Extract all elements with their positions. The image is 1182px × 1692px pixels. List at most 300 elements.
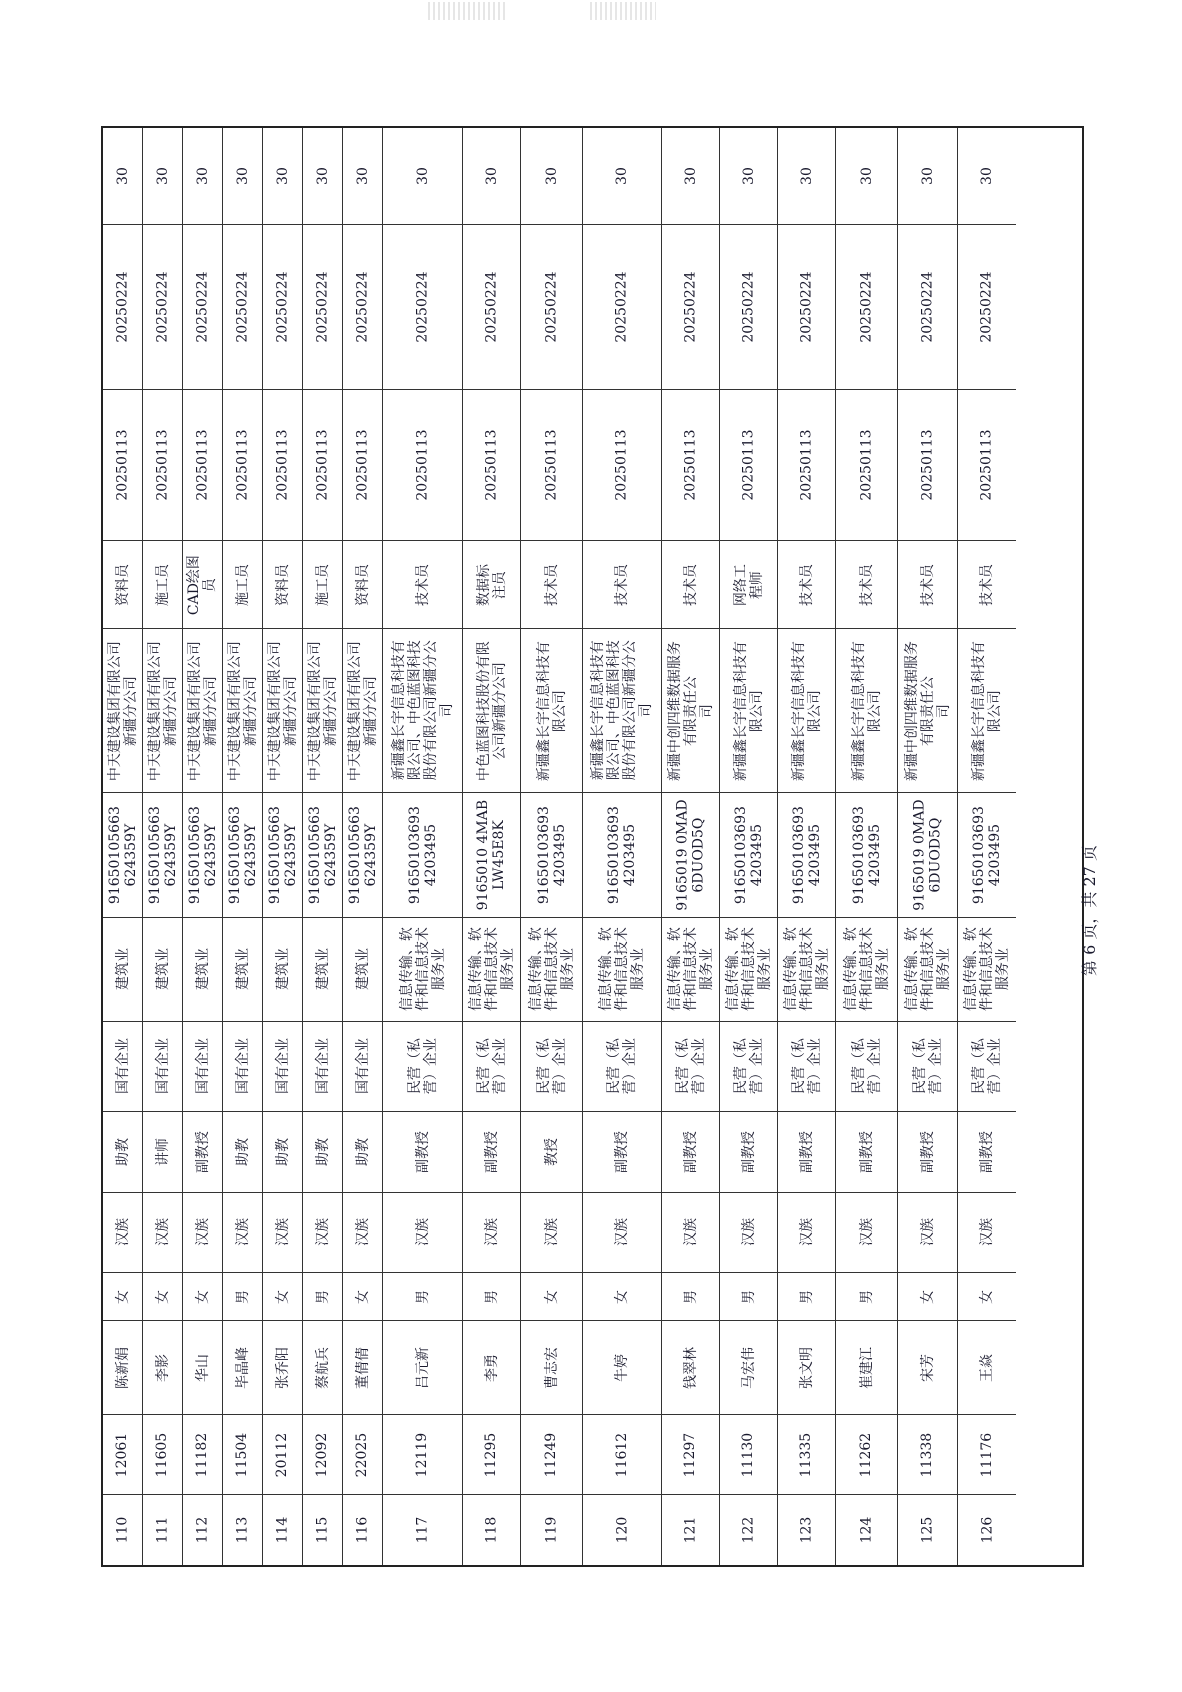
credit-code-text: 91650105663 624359Y: [186, 805, 219, 904]
industry-text: 信息传输、软 件和信息技术 服务业: [842, 927, 891, 1012]
row-index-cell: [463, 1494, 520, 1565]
enterprise-type-text: 国有企业: [154, 1038, 171, 1095]
start-date-cell: [720, 389, 777, 541]
academic-title-cell: [383, 1111, 462, 1192]
end-date-text: 20250224: [740, 271, 757, 343]
company-name-text: 中天建设集团有限公司 新疆分公司: [146, 640, 179, 781]
staff-id-text: 12092: [314, 1432, 331, 1477]
start-date-text: 20250113: [274, 429, 291, 501]
end-date-text: 20250224: [414, 271, 431, 343]
end-date-text: 20250224: [919, 271, 936, 343]
academic-title-text: 助教: [354, 1137, 371, 1166]
end-date-cell: [263, 224, 302, 389]
start-date-cell: [898, 389, 957, 541]
company-name-text: 中天建设集团有限公司 新疆分公司: [186, 640, 219, 781]
duration-cell: [836, 128, 897, 224]
person-name-text: 毕晶峰: [234, 1346, 251, 1389]
industry-text: 建筑业: [274, 948, 291, 991]
gender-text: 男: [740, 1289, 757, 1304]
company-name-text: 中天建设集团有限公司 新疆分公司: [346, 640, 379, 781]
industry-cell: [778, 917, 835, 1021]
duration-text: 30: [682, 167, 699, 185]
staff-id-text: 12119: [414, 1432, 431, 1477]
person-name-cell: [343, 1320, 382, 1414]
staff-id-cell: [183, 1414, 222, 1494]
row-index-cell: [521, 1494, 582, 1565]
company-name-cell: [383, 628, 462, 792]
academic-title-cell: [720, 1111, 777, 1192]
enterprise-type-cell: [383, 1021, 462, 1111]
duration-cell: [143, 128, 182, 224]
ethnicity-text: 汉族: [858, 1218, 875, 1247]
credit-code-cell: [183, 792, 222, 917]
enterprise-type-text: 民营（私 营）企业: [674, 1038, 707, 1095]
person-name-text: 张乔阳: [274, 1346, 291, 1389]
company-name-text: 中天建设集团有限公司 新疆分公司: [306, 640, 339, 781]
gender-cell: [778, 1272, 835, 1320]
credit-code-text: 9165010 4MAB LW45E8K: [475, 799, 508, 911]
academic-title-cell: [836, 1111, 897, 1192]
gender-text: 男: [234, 1289, 251, 1304]
academic-title-cell: [662, 1111, 719, 1192]
end-date-text: 20250224: [798, 271, 815, 343]
ethnicity-cell: [103, 1192, 142, 1273]
academic-title-text: 副教授: [682, 1130, 699, 1173]
row-index-text: 120: [613, 1516, 630, 1544]
table-row: [383, 128, 463, 1565]
end-date-text: 20250224: [114, 271, 131, 343]
row-index-cell: [303, 1494, 342, 1565]
industry-cell: [143, 917, 182, 1021]
enterprise-type-cell: [263, 1021, 302, 1111]
person-name-text: 曹志宏: [543, 1346, 560, 1389]
enterprise-type-cell: [343, 1021, 382, 1111]
data-table: [101, 126, 1084, 1567]
person-name-text: 张文明: [798, 1346, 815, 1389]
end-date-cell: [521, 224, 582, 389]
duration-cell: [303, 128, 342, 224]
row-index-cell: [103, 1494, 142, 1565]
credit-code-text: 91650103693 4203495: [605, 805, 639, 904]
industry-cell: [263, 917, 302, 1021]
end-date-text: 20250224: [978, 271, 995, 343]
staff-id-cell: [263, 1414, 302, 1494]
credit-code-text: 91650103693 4203495: [790, 805, 823, 904]
enterprise-type-text: 民营（私 营）企业: [605, 1038, 638, 1095]
gender-text: 女: [978, 1289, 995, 1304]
credit-code-cell: [223, 792, 262, 917]
end-date-text: 20250224: [154, 271, 171, 343]
credit-code-text: 91650103693 4203495: [732, 805, 765, 904]
industry-text: 建筑业: [234, 948, 251, 991]
industry-cell: [183, 917, 222, 1021]
staff-id-text: 11504: [234, 1432, 251, 1477]
gender-cell: [143, 1272, 182, 1320]
ethnicity-cell: [898, 1192, 957, 1273]
table-row: [343, 128, 383, 1565]
duration-text: 30: [798, 167, 815, 185]
person-name-text: 牛婷: [613, 1353, 630, 1382]
start-date-text: 20250113: [354, 429, 371, 501]
gender-text: 女: [613, 1289, 630, 1304]
row-index-text: 119: [543, 1516, 560, 1544]
staff-id-text: 11262: [858, 1432, 875, 1477]
credit-code-text: 91650103693 4203495: [850, 805, 883, 904]
ethnicity-cell: [720, 1192, 777, 1273]
industry-cell: [223, 917, 262, 1021]
company-name-cell: [898, 628, 957, 792]
end-date-cell: [103, 224, 142, 389]
end-date-cell: [463, 224, 520, 389]
enterprise-type-text: 国有企业: [314, 1038, 331, 1095]
row-index-text: 111: [154, 1516, 171, 1544]
end-date-cell: [662, 224, 719, 389]
duration-text: 30: [234, 167, 251, 185]
ethnicity-text: 汉族: [314, 1218, 331, 1247]
credit-code-cell: [303, 792, 342, 917]
table-row: [583, 128, 662, 1565]
enterprise-type-cell: [223, 1021, 262, 1111]
staff-id-cell: [958, 1414, 1016, 1494]
academic-title-text: 副教授: [919, 1130, 936, 1173]
industry-text: 信息传输、软 件和信息技术 服务业: [903, 927, 952, 1012]
position-cell: [223, 540, 262, 628]
person-name-cell: [383, 1320, 462, 1414]
industry-text: 建筑业: [354, 948, 371, 991]
table-row: [303, 128, 343, 1565]
person-name-cell: [223, 1320, 262, 1414]
company-name-cell: [343, 628, 382, 792]
end-date-cell: [778, 224, 835, 389]
company-name-cell: [958, 628, 1016, 792]
gender-text: 女: [274, 1289, 291, 1304]
gender-text: 女: [543, 1289, 560, 1304]
company-name-text: 新疆鑫长宇信息科技有 限公司: [732, 640, 765, 781]
company-name-cell: [583, 628, 661, 792]
end-date-text: 20250224: [858, 271, 875, 343]
company-name-text: 新疆鑫长宇信息科技有 限公司: [970, 640, 1003, 781]
academic-title-cell: [583, 1111, 661, 1192]
start-date-cell: [143, 389, 182, 541]
position-text: 技术员: [858, 563, 875, 606]
end-date-cell: [183, 224, 222, 389]
position-cell: [303, 540, 342, 628]
row-index-cell: [720, 1494, 777, 1565]
ethnicity-cell: [836, 1192, 897, 1273]
staff-id-cell: [343, 1414, 382, 1494]
gender-cell: [898, 1272, 957, 1320]
academic-title-text: 教授: [543, 1137, 560, 1166]
credit-code-text: 91650105663 624359Y: [306, 805, 339, 904]
enterprise-type-text: 国有企业: [274, 1038, 291, 1095]
duration-cell: [778, 128, 835, 224]
company-name-cell: [103, 628, 142, 792]
position-text: 技术员: [919, 563, 936, 606]
table-row: [103, 128, 143, 1565]
gender-cell: [223, 1272, 262, 1320]
enterprise-type-text: 民营（私 营）企业: [911, 1038, 944, 1095]
industry-cell: [836, 917, 897, 1021]
start-date-cell: [223, 389, 262, 541]
end-date-text: 20250224: [543, 271, 560, 343]
duration-cell: [463, 128, 520, 224]
staff-id-text: 11130: [740, 1432, 757, 1477]
end-date-cell: [383, 224, 462, 389]
industry-cell: [720, 917, 777, 1021]
start-date-text: 20250113: [682, 429, 699, 501]
academic-title-cell: [521, 1111, 582, 1192]
enterprise-type-text: 国有企业: [234, 1038, 251, 1095]
person-name-text: 马宏伟: [740, 1346, 757, 1389]
position-cell: [143, 540, 182, 628]
start-date-text: 20250113: [978, 429, 995, 501]
position-cell: [778, 540, 835, 628]
person-name-cell: [143, 1320, 182, 1414]
academic-title-cell: [223, 1111, 262, 1192]
staff-id-cell: [778, 1414, 835, 1494]
start-date-cell: [383, 389, 462, 541]
duration-cell: [583, 128, 661, 224]
gender-text: 男: [483, 1289, 500, 1304]
row-index-text: 123: [798, 1516, 815, 1544]
enterprise-type-cell: [521, 1021, 582, 1111]
academic-title-cell: [898, 1111, 957, 1192]
table-row: [958, 128, 1016, 1565]
company-name-text: 新疆中创四维数据服务 有限责任公 司: [903, 640, 952, 781]
credit-code-text: 91650103693 4203495: [406, 805, 439, 904]
position-cell: [720, 540, 777, 628]
position-cell: [898, 540, 957, 628]
industry-text: 信息传输、软 件和信息技术 服务业: [527, 927, 576, 1012]
row-index-cell: [343, 1494, 382, 1565]
credit-code-text: 91650105663 624359Y: [146, 805, 179, 904]
enterprise-type-text: 民营（私 营）企业: [970, 1038, 1003, 1095]
gender-cell: [720, 1272, 777, 1320]
person-name-text: 董倩倩: [354, 1346, 371, 1389]
enterprise-type-cell: [463, 1021, 520, 1111]
duration-cell: [103, 128, 142, 224]
enterprise-type-text: 国有企业: [114, 1038, 131, 1095]
table-row: [521, 128, 583, 1565]
row-index-cell: [958, 1494, 1016, 1565]
duration-text: 30: [543, 167, 560, 185]
duration-cell: [720, 128, 777, 224]
position-cell: [836, 540, 897, 628]
gender-text: 男: [682, 1289, 699, 1304]
company-name-text: 中天建设集团有限公司 新疆分公司: [106, 640, 139, 781]
industry-cell: [463, 917, 520, 1021]
start-date-cell: [103, 389, 142, 541]
end-date-text: 20250224: [194, 271, 211, 343]
gender-cell: [103, 1272, 142, 1320]
table-row: [223, 128, 263, 1565]
position-cell: [463, 540, 520, 628]
industry-text: 信息传输、软 件和信息技术 服务业: [782, 927, 831, 1012]
position-text: 资料员: [114, 563, 131, 606]
end-date-text: 20250224: [483, 271, 500, 343]
row-index-cell: [143, 1494, 182, 1565]
end-date-text: 20250224: [682, 271, 699, 343]
gender-cell: [463, 1272, 520, 1320]
ethnicity-text: 汉族: [919, 1218, 936, 1247]
enterprise-type-text: 民营（私 营）企业: [406, 1038, 439, 1095]
row-index-cell: [223, 1494, 262, 1565]
academic-title-cell: [103, 1111, 142, 1192]
position-text: 资料员: [354, 563, 371, 606]
staff-id-cell: [836, 1414, 897, 1494]
person-name-cell: [836, 1320, 897, 1414]
credit-code-cell: [662, 792, 719, 917]
ethnicity-text: 汉族: [483, 1218, 500, 1247]
staff-id-cell: [521, 1414, 582, 1494]
gender-text: 男: [414, 1289, 431, 1304]
gender-text: 男: [858, 1289, 875, 1304]
person-name-cell: [778, 1320, 835, 1414]
industry-cell: [383, 917, 462, 1021]
gender-text: 女: [154, 1289, 171, 1304]
position-text: 施工员: [314, 563, 331, 606]
duration-cell: [183, 128, 222, 224]
row-index-text: 117: [414, 1516, 431, 1544]
ethnicity-cell: [303, 1192, 342, 1273]
company-name-text: 新疆鑫长宇信息科技有 限公司、中色蓝图科技 股份有限公司新疆分公 司: [589, 640, 655, 781]
ethnicity-text: 汉族: [543, 1218, 560, 1247]
row-index-text: 118: [483, 1516, 500, 1544]
enterprise-type-cell: [583, 1021, 661, 1111]
position-text: 网络工 程师: [732, 563, 765, 606]
start-date-cell: [958, 389, 1016, 541]
enterprise-type-cell: [103, 1021, 142, 1111]
enterprise-type-cell: [303, 1021, 342, 1111]
start-date-text: 20250113: [114, 429, 131, 501]
industry-cell: [662, 917, 719, 1021]
staff-id-cell: [583, 1414, 661, 1494]
row-index-text: 125: [919, 1516, 936, 1544]
position-cell: [583, 540, 661, 628]
position-text: 技术员: [613, 563, 630, 606]
credit-code-cell: [583, 792, 661, 917]
company-name-cell: [720, 628, 777, 792]
row-index-text: 122: [740, 1516, 757, 1544]
start-date-cell: [521, 389, 582, 541]
academic-title-text: 讲师: [154, 1137, 171, 1166]
row-index-text: 110: [114, 1516, 131, 1544]
industry-text: 建筑业: [154, 948, 171, 991]
credit-code-cell: [463, 792, 520, 917]
gender-cell: [662, 1272, 719, 1320]
row-index-text: 126: [978, 1516, 995, 1544]
end-date-cell: [958, 224, 1016, 389]
start-date-cell: [778, 389, 835, 541]
credit-code-cell: [143, 792, 182, 917]
page-footer: [1058, 800, 1118, 1020]
gender-text: 女: [194, 1289, 211, 1304]
ethnicity-text: 汉族: [114, 1218, 131, 1247]
ethnicity-cell: [778, 1192, 835, 1273]
position-text: 技术员: [682, 563, 699, 606]
position-cell: [383, 540, 462, 628]
company-name-cell: [778, 628, 835, 792]
academic-title-text: 副教授: [858, 1130, 875, 1173]
credit-code-text: 91650103693 4203495: [970, 805, 1004, 904]
enterprise-type-cell: [958, 1021, 1016, 1111]
staff-id-text: 11605: [154, 1432, 171, 1477]
academic-title-text: 副教授: [978, 1130, 995, 1173]
person-name-text: 钱翠林: [682, 1346, 699, 1389]
end-date-cell: [583, 224, 661, 389]
academic-title-cell: [303, 1111, 342, 1192]
position-cell: [521, 540, 582, 628]
start-date-text: 20250113: [154, 429, 171, 501]
start-date-cell: [183, 389, 222, 541]
gender-cell: [958, 1272, 1016, 1320]
staff-id-cell: [898, 1414, 957, 1494]
person-name-cell: [463, 1320, 520, 1414]
ethnicity-text: 汉族: [613, 1218, 630, 1247]
ethnicity-cell: [223, 1192, 262, 1273]
gender-cell: [183, 1272, 222, 1320]
company-name-text: 新疆鑫长宇信息科技有 限公司: [850, 640, 883, 781]
person-name-text: 李影: [154, 1353, 171, 1382]
company-name-cell: [223, 628, 262, 792]
industry-text: 信息传输、软 件和信息技术 服务业: [398, 927, 447, 1012]
table-row: [143, 128, 183, 1565]
start-date-cell: [343, 389, 382, 541]
staff-id-text: 11295: [483, 1432, 500, 1477]
enterprise-type-cell: [778, 1021, 835, 1111]
company-name-cell: [183, 628, 222, 792]
row-index-cell: [583, 1494, 661, 1565]
end-date-cell: [836, 224, 897, 389]
company-name-text: 新疆鑫长宇信息科技有 限公司: [535, 640, 568, 781]
person-name-cell: [263, 1320, 302, 1414]
credit-code-text: 91650105663 624359Y: [226, 805, 259, 904]
industry-cell: [583, 917, 661, 1021]
table-row: [778, 128, 836, 1565]
duration-text: 30: [919, 167, 936, 185]
person-name-text: 蔡航兵: [314, 1346, 331, 1389]
table-row: [836, 128, 898, 1565]
duration-cell: [263, 128, 302, 224]
credit-code-cell: [521, 792, 582, 917]
end-date-cell: [343, 224, 382, 389]
credit-code-text: 9165019 0MAD 6DUOD5Q: [911, 799, 944, 911]
enterprise-type-cell: [183, 1021, 222, 1111]
company-name-text: 新疆鑫长宇信息科技有 限公司、中色蓝图科技 股份有限公司新疆分公 司: [390, 640, 455, 781]
ethnicity-text: 汉族: [682, 1218, 699, 1247]
staff-id-cell: [223, 1414, 262, 1494]
start-date-text: 20250113: [858, 429, 875, 501]
staff-id-cell: [662, 1414, 719, 1494]
ethnicity-cell: [583, 1192, 661, 1273]
ethnicity-cell: [343, 1192, 382, 1273]
position-cell: [103, 540, 142, 628]
duration-cell: [383, 128, 462, 224]
end-date-text: 20250224: [234, 271, 251, 343]
table-row: [720, 128, 778, 1565]
enterprise-type-cell: [720, 1021, 777, 1111]
duration-text: 30: [354, 167, 371, 185]
position-text: 数据标 注员: [475, 563, 508, 606]
duration-cell: [958, 128, 1016, 224]
table-row: [183, 128, 223, 1565]
industry-text: 建筑业: [314, 948, 331, 991]
staff-id-text: 11335: [798, 1432, 815, 1477]
industry-cell: [103, 917, 142, 1021]
position-text: 技术员: [978, 563, 995, 606]
industry-cell: [303, 917, 342, 1021]
start-date-cell: [463, 389, 520, 541]
